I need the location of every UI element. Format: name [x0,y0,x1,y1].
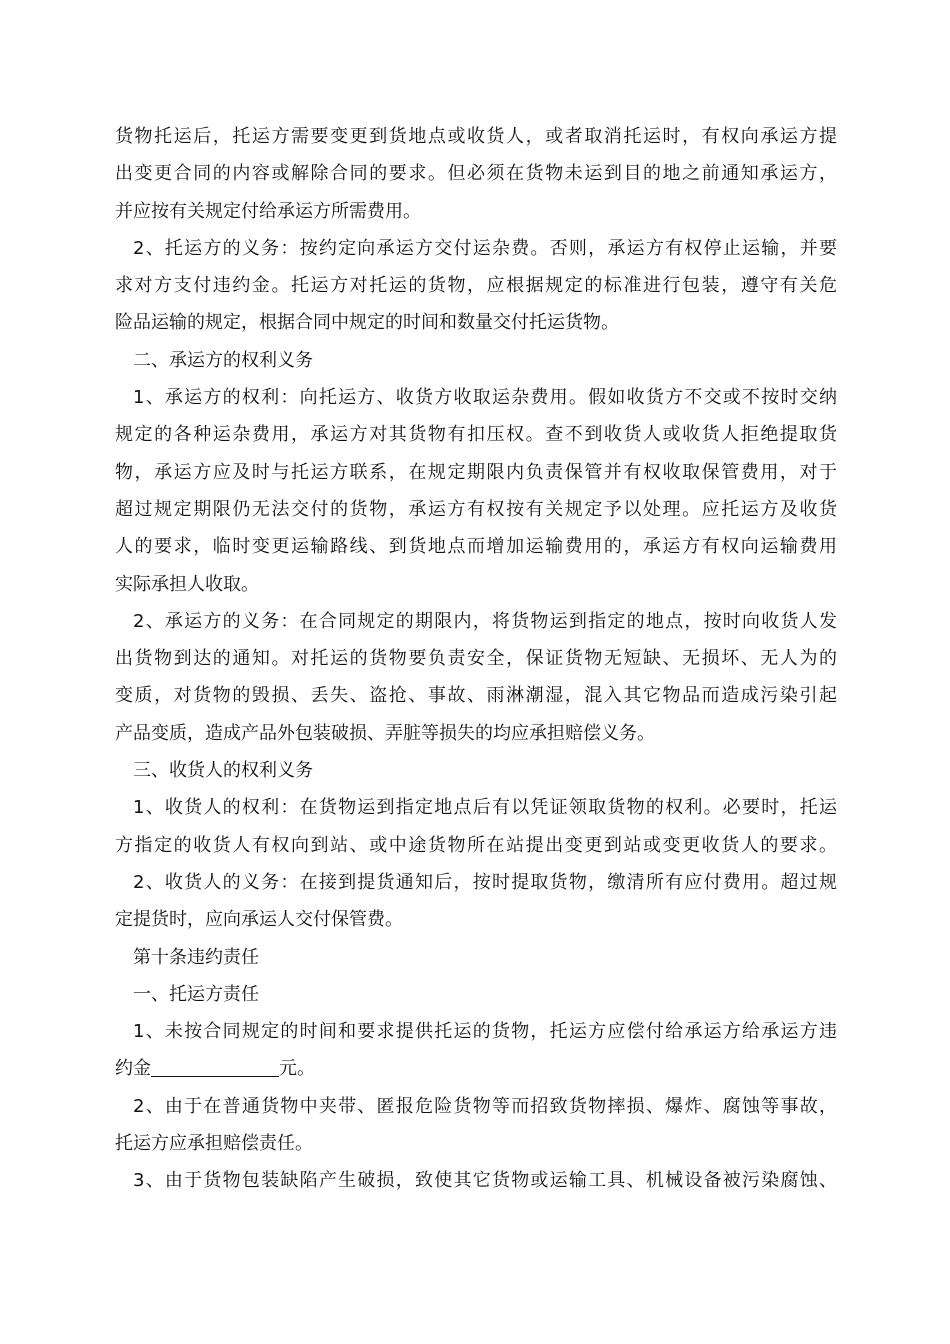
text-line: 险品运输的规定，根据合同中规定的时间和数量交付托运货物。 [115,312,619,334]
text-line: 出变更合同的内容或解除合同的要求。但必须在货物未运到目的地之前通知承运方， [115,163,837,185]
document-page [115,118,837,1200]
text-line: 变质，对货物的毁损、丢失、盗抢、事故、雨淋潮湿，混入其它物品而造成污染引起 [115,685,837,707]
text-line: 1、未按合同规定的时间和要求提供托运的货物，托运方应偿付给承运方给承运方违 [133,1021,837,1043]
text-line: 托运方应承担赔偿责任。 [115,1133,313,1155]
fill-in-blank[interactable] [151,1058,279,1077]
text-line: 产品变质，造成产品外包装破损、弄脏等损失的均应承担赔偿义务。 [115,722,655,744]
text-line: 2、承运方的义务：在合同规定的期限内，将货物运到指定的地点，按时向收货人发 [133,610,837,632]
section-heading: 二、承运方的权利义务 [133,349,313,371]
text-line: 超过规定期限仍无法交付的货物，承运方有权按有关规定予以处理。应托运方及收货 [115,498,837,520]
text-line: 出货物到达的通知。对托运的货物要负责安全，保证货物无短缺、无损坏、无人为的 [115,648,837,670]
article-heading: 第十条违约责任 [133,946,259,968]
text-line-with-blank [115,1050,837,1087]
text-line: 并应按有关规定付给承运方所需费用。 [115,200,421,222]
text-line: 2、托运方的义务：按约定向承运方交付运杂费。否则，承运方有权停止运输，并要 [133,237,837,259]
text-line: 1、收货人的权利：在货物运到指定地点后有以凭证领取货物的权利。必要时，托运 [133,797,837,819]
section-heading: 三、收货人的权利义务 [133,760,313,782]
text-line: 2、收货人的义务：在接到提货通知后，按时提取货物，缴清所有应付费用。超过规 [133,871,837,893]
text-line: 2、由于在普通货物中夹带、匿报危险货物等而招致货物摔损、爆炸、腐蚀等事故， [133,1095,837,1117]
text-line: 1、承运方的权利：向托运方、收货方收取运杂费用。假如收货方不交或不按时交纳 [133,387,837,409]
text-line: 规定的各种运杂费用，承运方对其货物有扣压权。查不到收货人或收货人拒绝提取货 [115,424,837,446]
text-line: 物，承运方应及时与托运方联系，在规定期限内负责保管并有权收取保管费用，对于 [115,461,837,483]
text-segment: 约金 [115,1058,151,1080]
section-heading: 一、托运方责任 [133,983,259,1005]
text-segment: 元。 [279,1058,315,1080]
text-line: 实际承担人收取。 [115,573,259,595]
text-line: 求对方支付违约金。托运方对托运的货物，应根据规定的标准进行包装，遵守有关危 [115,275,837,297]
text-line: 人的要求，临时变更运输路线、到货地点而增加运输费用的，承运方有权向运输费用 [115,536,837,558]
text-line: 定提货时，应向承运人交付保管费。 [115,909,403,931]
text-line: 3、由于货物包装缺陷产生破损，致使其它货物或运输工具、机械设备被污染腐蚀、 [133,1170,837,1192]
text-line: 方指定的收货人有权向到站、或中途货物所在站提出变更到站或变更收货人的要求。 [115,834,837,856]
text-line: 货物托运后，托运方需要变更到货地点或收货人，或者取消托运时，有权向承运方提 [115,126,837,147]
